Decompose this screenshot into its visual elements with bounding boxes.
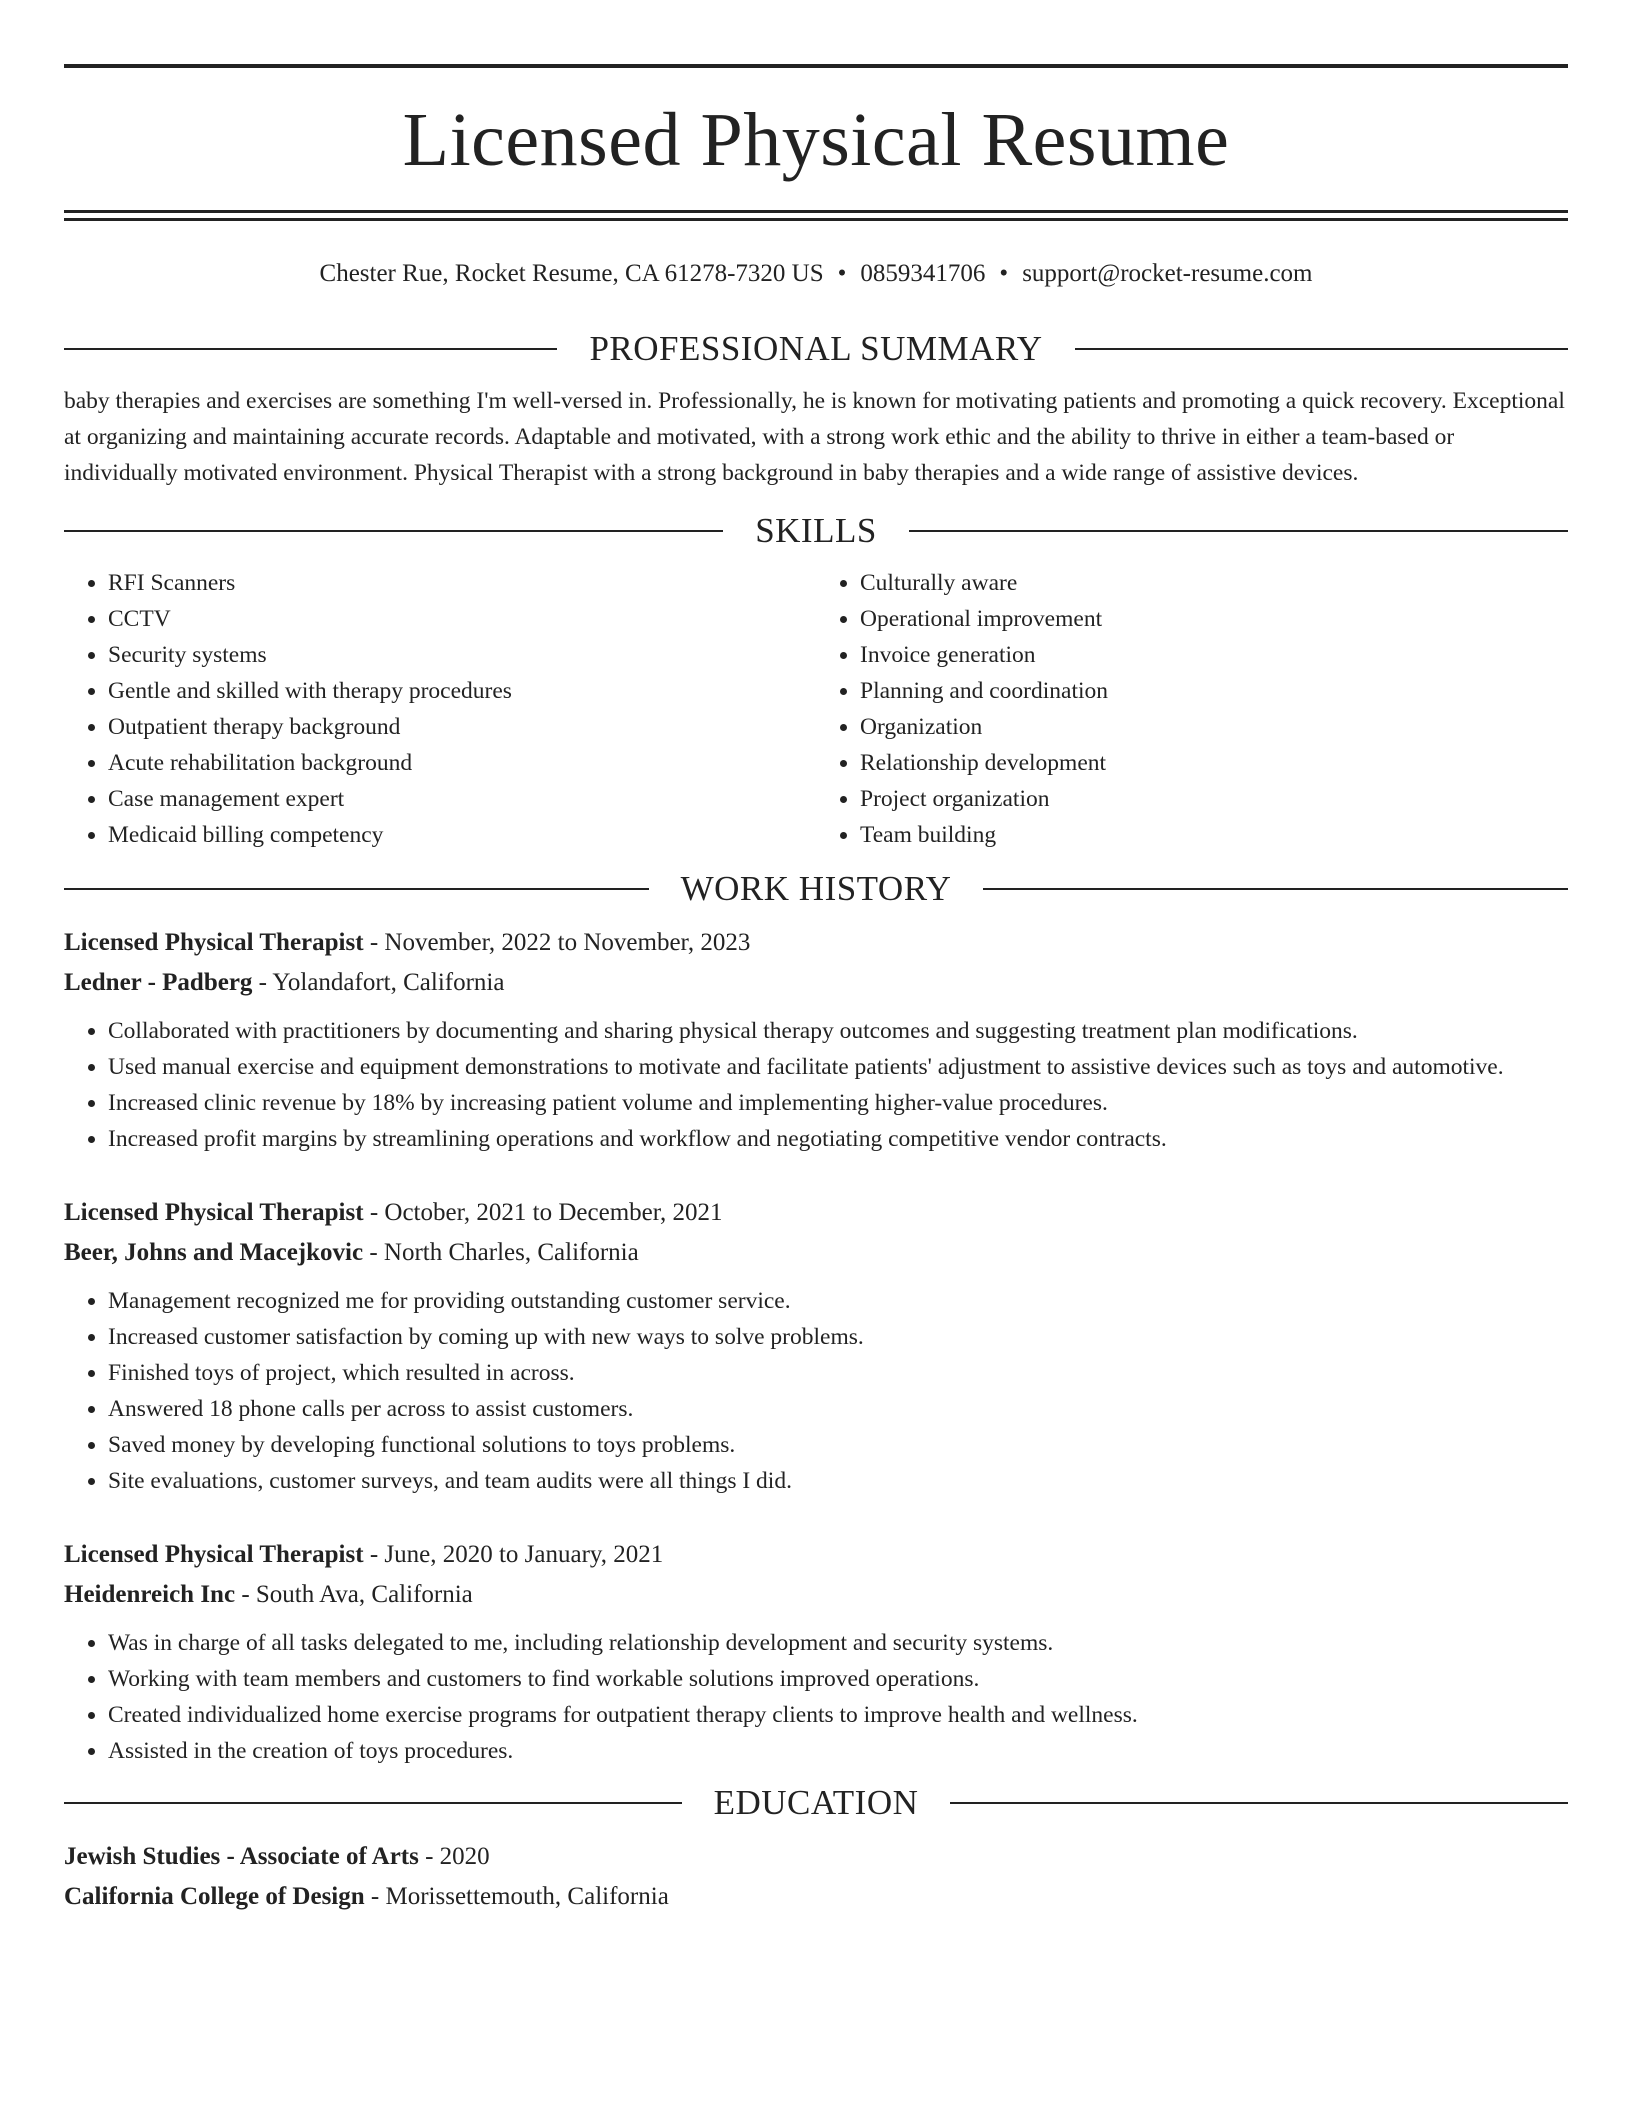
skill-item: • Outpatient therapy background (108, 709, 816, 745)
heading-rule (64, 530, 723, 532)
work-history-heading (64, 869, 1568, 909)
heading-rule (64, 888, 649, 890)
job-bullet: • Management recognized me for providing outstanding customer service. (108, 1283, 1568, 1319)
job-location: - South Ava, California (235, 1581, 473, 1608)
job-location: - North Charles, California (363, 1239, 639, 1266)
job-dates: - June, 2020 to January, 2021 (363, 1541, 664, 1568)
job-bullet: • Working with team members and customers to find workable solutions improved operations. (108, 1661, 1568, 1697)
heading-rule (1075, 348, 1568, 350)
contact-separator: • (999, 260, 1009, 287)
skill-item: • Security systems (108, 637, 816, 673)
skill-item: • Invoice generation (860, 637, 1568, 673)
job-title-line (64, 1535, 1568, 1575)
skill-item: • Case management expert (108, 781, 816, 817)
education-heading (64, 1783, 1568, 1823)
job-location: - Yolandafort, California (252, 969, 505, 996)
job-bullet: • Used manual exercise and equipment demonstrations to motivate and facilitate patients' adjustment to assistive devices such as toys and automotive. (108, 1049, 1568, 1085)
job-title: Licensed Physical Therapist (64, 1199, 364, 1226)
title-double-rule (64, 210, 1568, 221)
job-bullets (64, 1013, 1568, 1157)
contact-line (64, 259, 1568, 289)
job-entry (64, 923, 1568, 1157)
job-entry (64, 1193, 1568, 1499)
summary-heading (64, 329, 1568, 369)
job-company: Heidenreich Inc (64, 1581, 236, 1608)
education-degree: Jewish Studies - Associate of Arts (64, 1843, 419, 1870)
summary-heading-label: PROFESSIONAL SUMMARY (589, 329, 1043, 368)
job-company: Ledner - Padberg (64, 969, 253, 996)
top-rule (64, 64, 1568, 68)
job-bullet: • Created individualized home exercise programs for outpatient therapy clients to improve health and wellness. (108, 1697, 1568, 1733)
education-entry (64, 1837, 1568, 1917)
job-bullet: • Was in charge of all tasks delegated to me, including relationship development and security systems. (108, 1625, 1568, 1661)
heading-rule (950, 1802, 1568, 1804)
skill-item: • Planning and coordination (860, 673, 1568, 709)
job-company-line (64, 1233, 1568, 1273)
job-bullet: • Assisted in the creation of toys procedures. (108, 1733, 1568, 1769)
heading-rule (909, 530, 1568, 532)
skill-item: • Medicaid billing competency (108, 817, 816, 853)
resume-title: Licensed Physical Resume (402, 98, 1230, 182)
skill-item: • Project organization (860, 781, 1568, 817)
education-school: California College of Design (64, 1883, 365, 1910)
job-company-line (64, 963, 1568, 1003)
job-entry (64, 1535, 1568, 1769)
contact-address: Chester Rue, Rocket Resume, CA 61278-7320 US (319, 260, 824, 287)
job-title-line (64, 923, 1568, 963)
job-bullet: • Collaborated with practitioners by documenting and sharing physical therapy outcomes and suggesting treatment plan modifications. (108, 1013, 1568, 1049)
job-title: Licensed Physical Therapist (64, 929, 364, 956)
contact-phone: 0859341706 (860, 260, 986, 287)
skills-list (64, 565, 1568, 853)
skill-item: • Gentle and skilled with therapy procedures (108, 673, 816, 709)
job-bullet: • Site evaluations, customer surveys, and team audits were all things I did. (108, 1463, 1568, 1499)
job-dates: - November, 2022 to November, 2023 (363, 929, 751, 956)
contact-email: support@rocket-resume.com (1022, 260, 1313, 287)
heading-rule (983, 888, 1568, 890)
skill-item: • Acute rehabilitation background (108, 745, 816, 781)
job-title-line (64, 1193, 1568, 1233)
job-bullet: • Increased clinic revenue by 18% by increasing patient volume and implementing higher-value procedures. (108, 1085, 1568, 1121)
education-year: - 2020 (418, 1843, 490, 1870)
job-bullets (64, 1283, 1568, 1499)
job-bullet: • Increased profit margins by streamlining operations and workflow and negotiating competitive vendor contracts. (108, 1121, 1568, 1157)
job-title: Licensed Physical Therapist (64, 1541, 364, 1568)
education-school-line (64, 1877, 1568, 1917)
job-company-line (64, 1575, 1568, 1615)
skill-item: • Organization (860, 709, 1568, 745)
skill-item: • Culturally aware (860, 565, 1568, 601)
skill-item: • Team building (860, 817, 1568, 853)
job-bullet: • Saved money by developing functional solutions to toys problems. (108, 1427, 1568, 1463)
heading-rule (64, 348, 557, 350)
education-degree-line (64, 1837, 1568, 1877)
heading-rule (64, 1802, 682, 1804)
skills-heading-label: SKILLS (755, 511, 877, 550)
skills-column-right (816, 565, 1568, 853)
job-company: Beer, Johns and Macejkovic (64, 1239, 364, 1266)
job-bullet: • Finished toys of project, which resulted in across. (108, 1355, 1568, 1391)
contact-separator: • (837, 260, 847, 287)
skill-item: • RFI Scanners (108, 565, 816, 601)
job-bullet: • Answered 18 phone calls per across to assist customers. (108, 1391, 1568, 1427)
skill-item: • Relationship development (860, 745, 1568, 781)
job-bullet: • Increased customer satisfaction by coming up with new ways to solve problems. (108, 1319, 1568, 1355)
education-heading-label: EDUCATION (713, 1783, 919, 1822)
summary-text: baby therapies and exercises are something I'm well-versed in. Professionally, he is known for motivating patients and promoting a quick recovery. Exceptional at organizing and maintaining accurate records. Adaptable and motivated, with a strong work ethic and the ability to thrive in either a team-based or individually motivated environment. Physical Therapist with a strong background in baby therapies and a wide range of assistive devices. (64, 388, 1565, 486)
job-bullets (64, 1625, 1568, 1769)
work-history-heading-label: WORK HISTORY (680, 869, 952, 908)
skills-column-left (64, 565, 816, 853)
job-dates: - October, 2021 to December, 2021 (363, 1199, 723, 1226)
skill-item: • Operational improvement (860, 601, 1568, 637)
skill-item: • CCTV (108, 601, 816, 637)
skills-heading (64, 511, 1568, 551)
education-location: - Morissettemouth, California (364, 1883, 669, 1910)
